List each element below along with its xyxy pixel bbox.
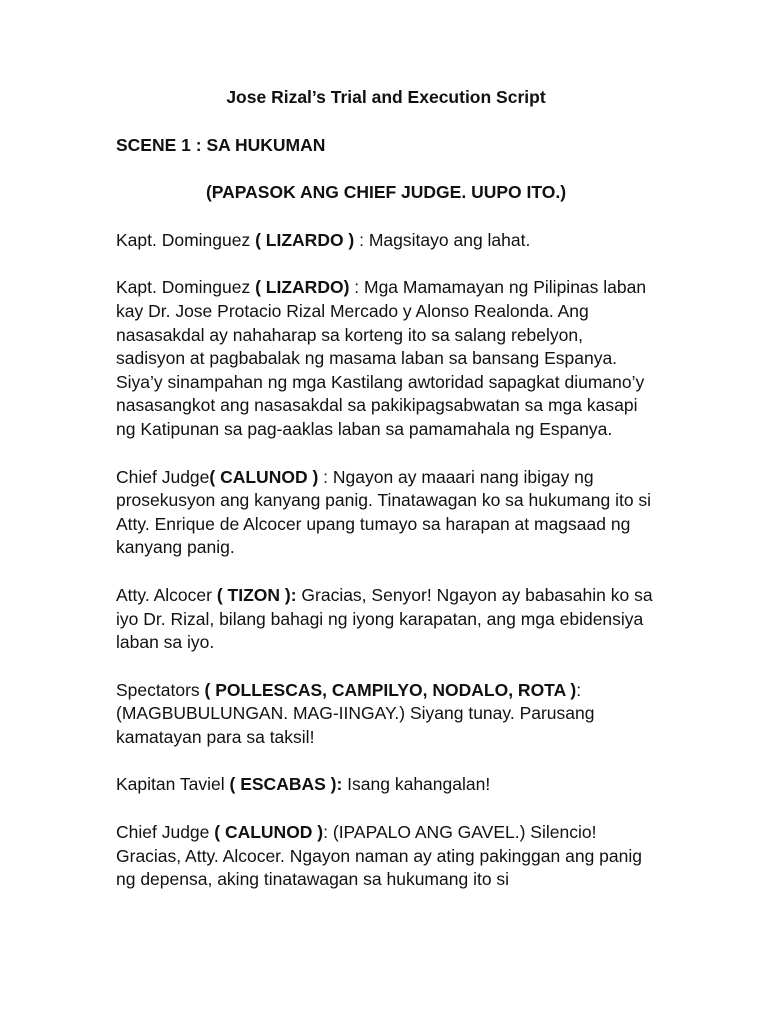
dialogue-text: : (MAGBUBULUNGAN. MAG-IINGAY.) Siyang tunay. Parusang kamatayan para sa taksil! [116,679,595,747]
actor-role: ( LIZARDO) [255,277,350,298]
dialogue-text: Isang kahangalan! [342,774,491,795]
dialogue-line [116,229,656,253]
speaker-name: Atty. Alcocer [116,584,217,605]
dialogue-line [116,821,656,892]
actor-role: ( CALUNOD ) [214,822,324,843]
scene-heading: SCENE 1 : SA HUKUMAN [116,134,326,155]
speaker-name: Spectators [116,679,205,700]
speaker-name: Chief Judge [116,822,215,843]
stage-direction: (PAPASOK ANG CHIEF JUDGE. UUPO ITO.) [205,182,567,203]
dialogue-line [116,584,656,655]
dialogue-line [116,466,656,560]
dialogue-text: : Magsitayo ang lahat. [354,229,531,250]
actor-role: ( CALUNOD ) [209,466,319,487]
dialogue-line [116,276,656,441]
speaker-name: Kapt. Dominguez [116,277,256,298]
dialogue-text: Gracias, Senyor! Ngayon ay babasahin ko sa iyo Dr. Rizal, bilang bahagi ng iyong karapatan, ang mga ebidensiya laban sa iyo. [116,584,653,653]
dialogue-text: : (IPAPALO ANG GAVEL.) Silencio! Gracias, Atty. Alcocer. Ngayon naman ay ating pakinggan ang panig ng depensa, aking tinatawagan sa hukumang ito si [116,822,642,890]
speaker-name: Kapitan Taviel [116,774,230,795]
actor-role: ( POLLESCAS, CAMPILYO, NODALO, ROTA ) [204,679,577,700]
script-page [116,86,656,892]
actor-role: ( ESCABAS ): [229,774,343,795]
actor-role: ( LIZARDO ) [255,229,355,250]
dialogue-text: : Ngayon ay maaari nang ibigay ng prosekusyon ang kanyang panig. Tinatawagan ko sa hukumang ito si Atty. Enrique de Alcocer upang tumayo sa harapan at magsaad ng kanyang panig. [116,466,652,558]
speaker-name: Chief Judge [116,466,210,487]
dialogue-line [116,773,656,797]
actor-role: ( TIZON ): [216,584,297,605]
document-title: Jose Rizal’s Trial and Execution Script [226,87,546,107]
dialogue-line [116,679,656,750]
speaker-name: Kapt. Dominguez [116,229,256,250]
dialogue-text: : Mga Mamamayan ng Pilipinas laban kay Dr. Jose Protacio Rizal Mercado y Alonso Realonda. Ang nasasakdal ay nahaharap sa korteng ito sa salang rebelyon, sadisyon at pagbabalak ng masama laban sa bansang Espanya. Siya’y sinampahan ng mga Kastilang awtoridad sapagkat diumano’y nasasangkot ang nasasakdal sa pakikipagsabwatan sa mga kasapi ng Katipunan sa pag-aaklas laban sa pamamahala ng Espanya. [116,277,647,439]
